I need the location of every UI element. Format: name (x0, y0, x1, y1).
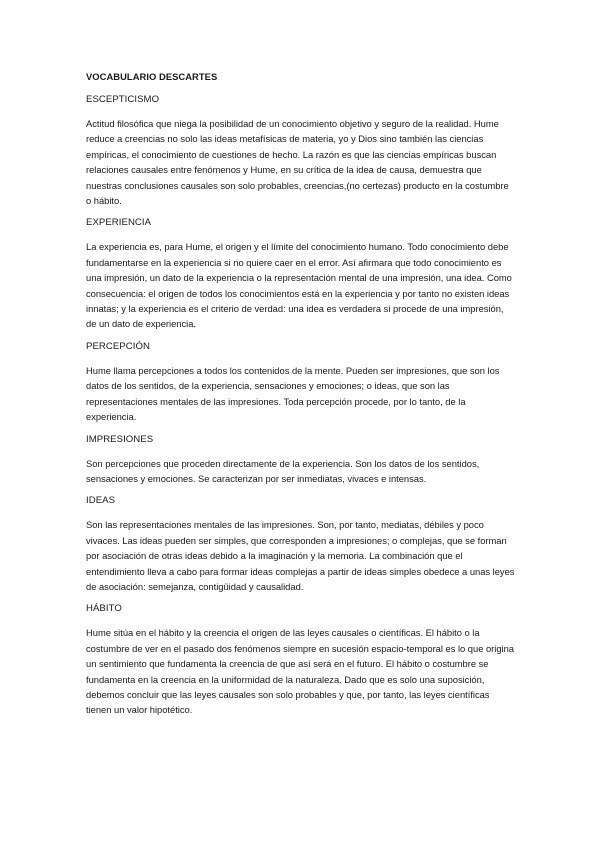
section-ideas (86, 494, 516, 594)
section-escepticismo (86, 93, 516, 208)
section-heading: ESCEPTICISMO (86, 94, 160, 105)
section-paragraph: Son las representaciones mentales de las impresiones. Son, por tanto, mediatas, débiles y poco vivaces. Las ideas pueden ser simples, que corresponden a impresiones; o complejas, que se forman por asociación de otras ideas debido a la imaginación y la memoria. La combinación que el entendimiento lleva a cabo para formar ideas complejas a partir de ideas simples obedece a unas leyes de asociación: semejanza, contigüidad y causalidad. (86, 519, 515, 592)
section-heading: IDEAS (86, 495, 116, 507)
section-impresiones (86, 433, 516, 487)
section-paragraph: Son percepciones que proceden directamente de la experiencia. Son los datos de los sentidos, sensaciones y emociones. Se caracterizan por ser inmediatas, vivaces e intensas. (86, 457, 480, 484)
section-percepcion (86, 340, 516, 425)
section-heading: PERCEPCIÓN (86, 340, 150, 352)
section-paragraph: Actitud filosófica que niega la posibilidad de un conocimiento objetivo y seguro de la realidad. Hume reduce a creencias no solo las ideas metafísicas de materia, yo y Dios sino también las ciencias empíricas, el conocimiento de cuestiones de hecho. La razón es que las ciencias empíricas buscan relaciones causales entre fenómenos y Hume, en su crítica de la idea de causa, demuestra que nuestras conclusiones causales son solo probables, creencias,(no certezas) producto en la costumbre o hábito. (86, 118, 509, 207)
section-heading: HÁBITO (86, 603, 122, 615)
section-paragraph: Hume llama percepciones a todos los contenidos de la mente. Pueden ser impresiones, que son los datos de los sentidos, de la experiencia, sensaciones y emociones; o ideas, que son las representaciones mentales de las impresiones. Toda percepción procede, por lo tanto, de la experiencia. (86, 364, 500, 423)
section-heading: EXPERIENCIA (86, 217, 152, 229)
section-paragraph: La experiencia es, para Hume, el origen y el límite del conocimiento humano. Todo conocimiento debe fundamentarse en la experiencia si no quiere caer en el error. Así afirmara que todo conocimiento es una impresión, un dato de la experiencia o la representación mental de una impresión, una idea. Como consecuencia: el origen de todos los conocimientos está en la experiencia y por tanto no existen ideas innatas; y la experiencia es el criterio de verdad: una idea es verdadera si procede de una impresión, de un dato de experiencia. (86, 241, 512, 330)
document-title: VOCABULARIO DESCARTES (86, 71, 218, 82)
section-paragraph: Hume sitúa en el hábito y la creencia el origen de las leyes causales o científicas. El hábito o la costumbre de ver en el pasado dos fenómenos siempre en sucesión espacio-temporal es lo que origina un sentimiento que fundamenta la creencia de que así será en el futuro. El hábito o costumbre se fundamenta en la creencia en la uniformidad de la naturaleza. Dado que es solo una suposición, debemos concluir que las leyes causales son solo probables y que, por tanto, las leyes científicas tienen un valor hipotético. (86, 627, 514, 716)
document-page (86, 66, 516, 726)
section-experiencia (86, 216, 516, 331)
section-heading: IMPRESIONES (86, 433, 154, 445)
section-habito (86, 602, 516, 717)
